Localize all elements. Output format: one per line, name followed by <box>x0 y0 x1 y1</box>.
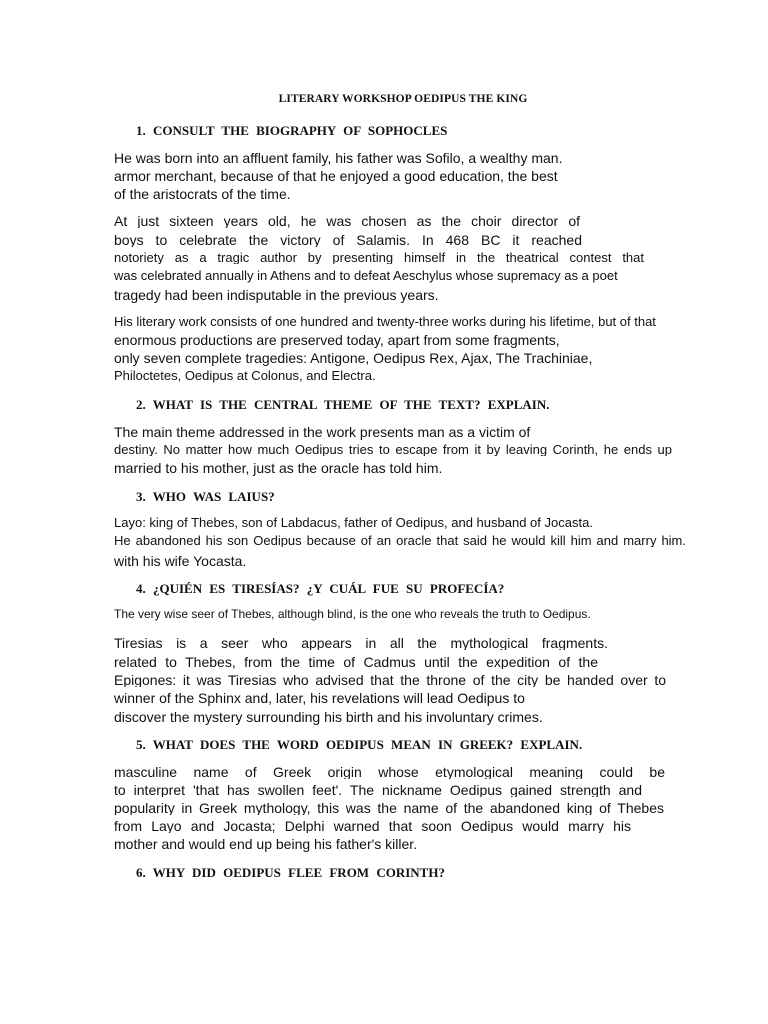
paragraph-line: popularity in Greek mythology, this was the name of the abandoned king of Thebes <box>114 801 664 815</box>
section-heading-1: 1. CONSULT THE BIOGRAPHY OF SOPHOCLES <box>136 123 448 138</box>
paragraph-line: armor merchant, because of that he enjoyed a good education, the best <box>114 168 558 184</box>
section-heading-5: 5. WHAT DOES THE WORD OEDIPUS MEAN IN GREEK? EXPLAIN. <box>136 737 583 752</box>
section-heading-6: 6. WHY DID OEDIPUS FLEE FROM CORINTH? <box>136 865 445 880</box>
paragraph-line: winner of the Sphinx and, later, his revelations will lead Oedipus to <box>114 690 525 706</box>
section-heading-3: 3. WHO WAS LAIUS? <box>136 489 275 504</box>
paragraph-line: He was born into an affluent family, his father was Sofilo, a wealthy man. <box>114 150 563 166</box>
paragraph-line: mother and would end up being his father's killer. <box>114 836 418 852</box>
paragraph-line: tragedy had been indisputable in the previous years. <box>114 287 439 303</box>
paragraph-line: only seven complete tragedies: Antigone, Oedipus Rex, Ajax, The Trachiniae, <box>114 350 593 366</box>
paragraph-line: discover the mystery surrounding his birth and his involuntary crimes. <box>114 709 543 725</box>
paragraph-line: with his wife Yocasta. <box>114 553 247 569</box>
paragraph-line: masculine name of Greek origin whose etymological meaning could be <box>114 765 665 779</box>
section-heading-4: 4. ¿QUIÉN ES TIRESÍAS? ¿Y CUÁL FUE SU PROFECÍA? <box>136 581 505 596</box>
paragraph-line: Tiresias is a seer who appears in all the mythological fragments. <box>114 636 608 650</box>
paragraph-line: His literary work consists of one hundred and twenty-three works during his lifetime, but of that <box>114 314 656 329</box>
paragraph-line: Epigones: it was Tiresias who advised that the throne of the city be handed over to <box>114 673 666 687</box>
paragraph-line: The very wise seer of Thebes, although blind, is the one who reveals the truth to Oedipus. <box>114 607 591 621</box>
paragraph-line: Philoctetes, Oedipus at Colonus, and Electra. <box>114 368 376 383</box>
paragraph-line: of the aristocrats of the time. <box>114 186 291 202</box>
paragraph-line: enormous productions are preserved today, apart from some fragments, <box>114 332 560 348</box>
paragraph-line: to interpret 'that has swollen feet'. The nickname Oedipus gained strength and <box>114 783 642 797</box>
paragraph-line: married to his mother, just as the oracle has told him. <box>114 460 443 476</box>
paragraph-line: notoriety as a tragic author by presenting himself in the theatrical contest that <box>114 251 644 264</box>
paragraph-line: boys to celebrate the victory of Salamis. In 468 BC it reached <box>114 233 582 247</box>
paragraph-line: The main theme addressed in the work presents man as a victim of <box>114 424 531 440</box>
paragraph-line: At just sixteen years old, he was chosen as the choir director of <box>114 214 580 228</box>
paragraph-line: from Layo and Jocasta; Delphi warned that soon Oedipus would marry his <box>114 819 631 833</box>
paragraph-line: related to Thebes, from the time of Cadmus until the expedition of the <box>114 655 598 669</box>
section-heading-2: 2. WHAT IS THE CENTRAL THEME OF THE TEXT? EXPLAIN. <box>136 397 550 412</box>
paragraph-line: was celebrated annually in Athens and to defeat Aeschylus whose supremacy as a poet <box>114 268 618 283</box>
document-title: LITERARY WORKSHOP OEDIPUS THE KING <box>278 93 528 105</box>
paragraph-line: destiny. No matter how much Oedipus tries to escape from it by leaving Corinth, he ends up <box>114 443 672 456</box>
paragraph-line: He abandoned his son Oedipus because of an oracle that said he would kill him and marry him. <box>114 534 686 547</box>
paragraph-line: Layo: king of Thebes, son of Labdacus, father of Oedipus, and husband of Jocasta. <box>114 515 593 530</box>
